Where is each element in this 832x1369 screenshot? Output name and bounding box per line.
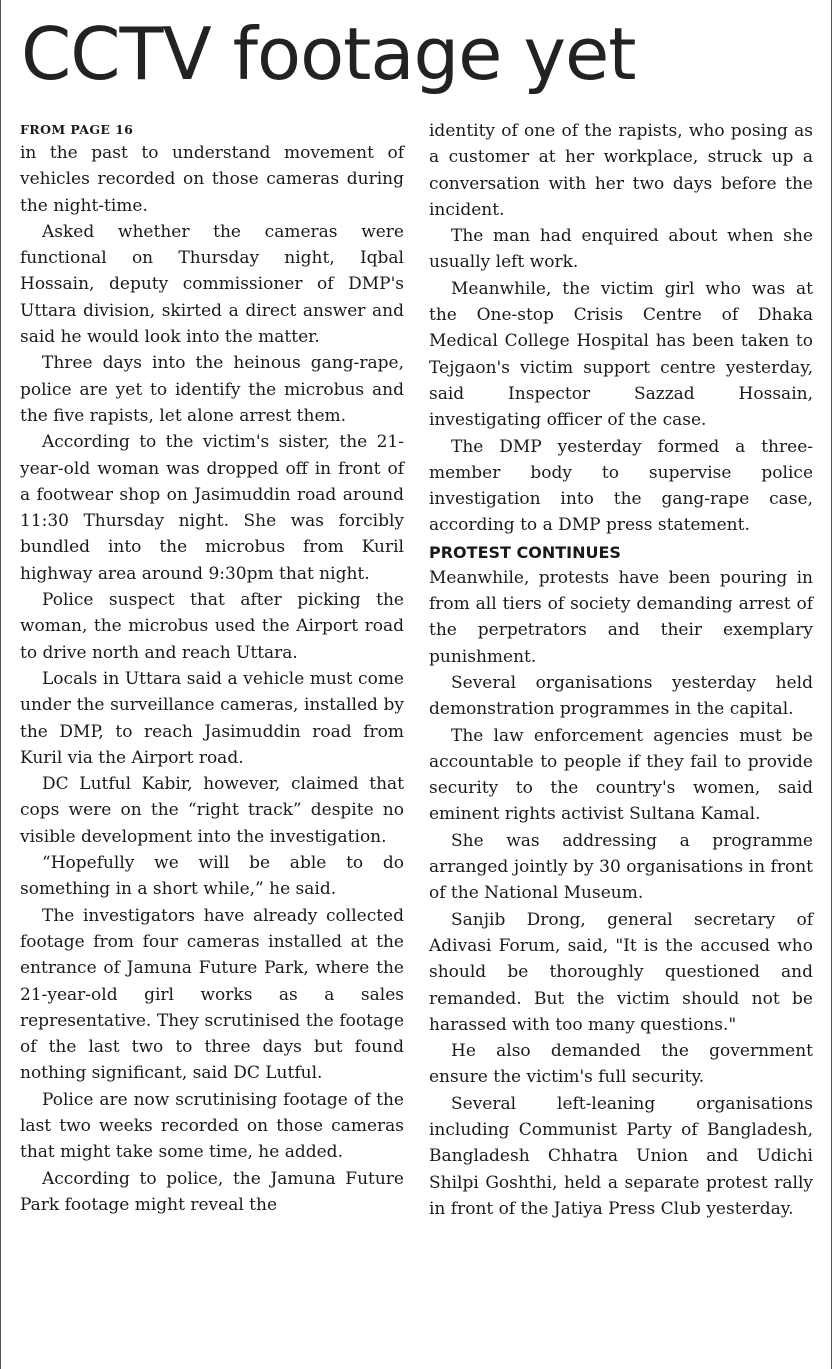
paragraph: She was addressing a programme arranged jointly by 30 organisations in front of the National Museum. [429,830,813,904]
paragraph: Police suspect that after picking the woman, the microbus used the Airport road to drive north and reach Uttara. [20,590,404,663]
paragraph: DC Lutful Kabir, however, claimed that cops were on the “right track” despite no visible development into the investigation. [20,774,404,847]
paragraph: identity of one of the rapists, who posing as a customer at her workplace, struck up a conversation with her two days before the incident. [429,121,813,220]
right-column [429,118,813,1222]
paragraph: Police are now scrutinising footage of the last two weeks recorded on those cameras that might take some time, he added. [20,1089,404,1163]
paragraph: Meanwhile, protests have been pouring in from all tiers of society demanding arrest of the perpetrators and their exemplary punishment. [429,567,813,667]
paragraph: The DMP yesterday formed a three-member body to supervise police investigation into the gang-rape case, according to a DMP press statement. [429,436,813,536]
paragraph: Locals in Uttara said a vehicle must come under the surveillance cameras, installed by the DMP, to reach Jasimuddin road from Kuril via the Airport road. [20,668,404,768]
paragraph: Meanwhile, the victim girl who was at the One-stop Crisis Centre of Dhaka Medical College Hospital has been taken to Tejgaon's victim support centre yesterday, said Inspector Sazzad Hossain, investigating officer of the case. [429,278,813,431]
paragraph: in the past to understand movement of vehicles recorded on those cameras during the night-time. [20,143,404,216]
paragraph: According to the victim's sister, the 21-year-old woman was dropped off in front of a footwear shop on Jasimuddin road around 11:30 Thursday night. She was forcibly bundled into the microbus from Kuril highway area around 9:30pm that night. [20,432,404,584]
subheading: PROTEST CONTINUES [429,542,621,562]
paragraph: He also demanded the government ensure the victim's full security. [429,1041,813,1088]
paragraph: The law enforcement agencies must be accountable to people if they fail to provide security to the country's women, said eminent rights activist Sultana Kamal. [429,725,813,825]
paragraph: According to police, the Jamuna Future Park footage might reveal the [20,1168,404,1215]
kicker: FROM PAGE 16 [20,122,134,137]
headline: CCTV footage yet [21,12,636,96]
paragraph: The man had enquired about when she usually left work. [429,226,813,273]
paragraph: Sanjib Drong, general secretary of Adivasi Forum, said, "It is the accused who should be thoroughly questioned and remanded. But the victim should not be harassed with too many questions." [429,909,813,1035]
paragraph: Asked whether the cameras were functional on Thursday night, Iqbal Hossain, deputy commissioner of DMP's Uttara division, skirted a direct answer and said he would look into the matter. [20,221,404,348]
paragraph: Three days into the heinous gang-rape, police are yet to identify the microbus and the five rapists, let alone arrest them. [20,353,404,426]
paragraph: “Hopefully we will be able to do something in a short while,” he said. [20,853,404,900]
paragraph: The investigators have already collected footage from four cameras installed at the entrance of Jamuna Future Park, where the 21-year-old girl works as a sales representative. They scrutinised the footage of the last two to three days but found nothing significant, said DC Lutful. [20,905,404,1084]
paragraph: Several organisations yesterday held demonstration programmes in the capital. [429,672,813,720]
paragraph: Several left-leaning organisations including Communist Party of Bangladesh, Bangladesh Chhatra Union and Udichi Shilpi Goshthi, held a separate protest rally in front of the Jatiya Press Club yesterday. [429,1093,813,1219]
left-column [20,118,404,1218]
